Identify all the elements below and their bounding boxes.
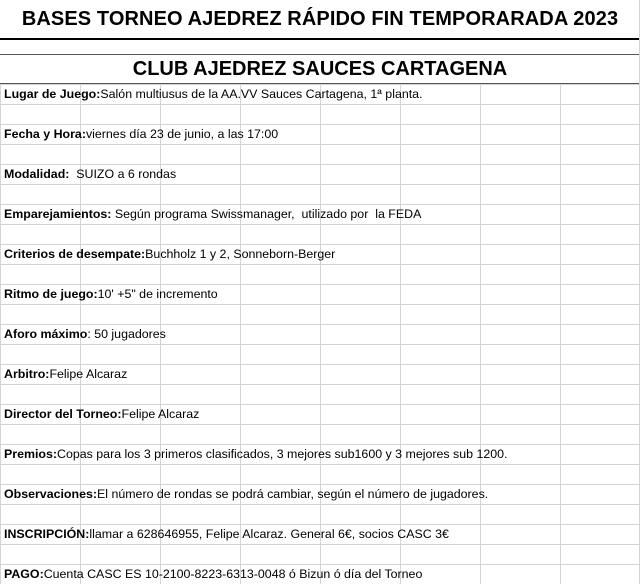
row-observaciones <box>0 484 640 504</box>
row-label: Premios: <box>4 447 58 461</box>
row-value: 10' +5" de incremento <box>97 287 218 301</box>
row-director <box>0 404 640 424</box>
row-value: viernes día 23 de junio, a las 17:00 <box>85 127 279 141</box>
row-value: Según programa Swissmanager, utilizado por la FEDA <box>111 207 422 221</box>
row-value: SUIZO a 6 rondas <box>69 167 177 181</box>
row-arbitro <box>0 364 640 384</box>
row-premios <box>0 444 640 464</box>
row-label: Emparejamientos: <box>4 207 112 221</box>
row-value: Copas para los 3 primeros clasificados, 3 mejores sub1600 y 3 mejores sub 1200. <box>57 447 508 461</box>
club-name-header: CLUB AJEDREZ SAUCES CARTAGENA <box>0 54 640 84</box>
row-label: Lugar de Juego: <box>4 87 101 101</box>
row-label: PAGO: <box>4 567 44 581</box>
row-value: : 50 jugadores <box>87 327 166 341</box>
row-lugar <box>0 84 640 104</box>
row-inscripcion <box>0 524 640 544</box>
row-label: Criterios de desempate: <box>4 247 146 261</box>
row-aforo <box>0 324 640 344</box>
row-label: Fecha y Hora: <box>4 127 86 141</box>
row-label: Director del Torneo: <box>4 407 122 421</box>
row-label: Modalidad: <box>4 167 70 181</box>
row-value: llamar a 628646955, Felipe Alcaraz. General 6€, socios CASC 3€ <box>89 527 449 541</box>
row-label: INSCRIPCIÓN: <box>4 527 90 541</box>
row-value: El número de rondas se podrá cambiar, según el número de jugadores. <box>96 487 489 501</box>
row-value: Buchholz 1 y 2, Sonneborn-Berger <box>145 247 336 261</box>
row-fecha <box>0 124 640 144</box>
row-value: Cuenta CASC ES 10-2100-8223-6313-0048 ó Bizun ó día del Torneo <box>43 567 423 581</box>
page-title: BASES TORNEO AJEDREZ RÁPIDO FIN TEMPORARADA 2023 <box>0 0 640 40</box>
row-value: Felipe Alcaraz <box>49 367 128 381</box>
row-modalidad <box>0 164 640 184</box>
row-label: Observaciones: <box>4 487 97 501</box>
row-value: Felipe Alcaraz <box>121 407 200 421</box>
row-ritmo <box>0 284 640 304</box>
row-label: Arbitro: <box>4 367 50 381</box>
row-value: Salón multiusus de la AA.VV Sauces Cartagena, 1ª planta. <box>100 87 423 101</box>
row-label: Ritmo de juego: <box>4 287 98 301</box>
row-emparejamientos <box>0 204 640 224</box>
row-label: Aforo máximo <box>4 327 88 341</box>
row-pago <box>0 564 640 584</box>
row-desempate <box>0 244 640 264</box>
